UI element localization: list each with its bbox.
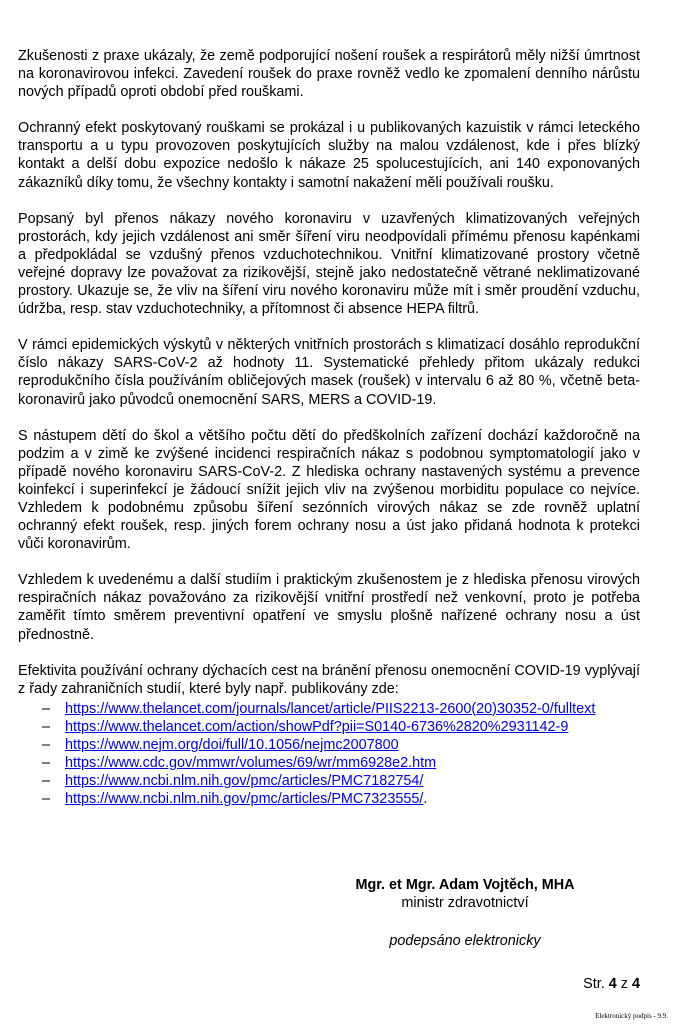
list-dash: – <box>42 718 51 735</box>
paragraph-4: V rámci epidemických výskytů v některých vnitřních prostorách s klimatizací dosáhlo reprodukční číslo nákazy SARS-CoV-2 až hodnoty 11. Systematické přehledy přitom ukázaly redukci reprodukčního čísla používáním obličejových masek (roušek) v intervalu 6 až 80 %, včetně beta-koronavirů jako původců onemocnění SARS, MERS a COVID-19. <box>18 337 640 408</box>
page-separator: z <box>620 976 628 992</box>
link-suffix: . <box>423 791 428 808</box>
list-item <box>18 790 640 808</box>
list-dash: – <box>42 773 51 790</box>
reference-list <box>18 700 640 809</box>
paragraph-2: Ochranný efekt poskytovaný rouškami se prokázal i u publikovaných kazuistik v rámci leteckého transportu a u typu provozoven poskytujících služby na malou vzdálenost, kde i přes blízký kontakt a delší dobu expozice nedošlo k nákaze 25 spolucestujících, ani 140 exponovaných zákazníků díky tomu, že všechny kontakty i samotní nakažení měli používali roušku. <box>18 120 640 191</box>
signed-note: podepsáno elektronicky <box>389 933 541 949</box>
document-body <box>18 47 640 808</box>
list-dash: – <box>42 700 51 717</box>
reference-link-6[interactable]: https://www.ncbi.nlm.nih.gov/pmc/articles/PMC7323555/ <box>65 791 424 808</box>
signatory-name: Mgr. et Mgr. Adam Vojtěch, MHA <box>355 877 575 893</box>
paragraph-3: Popsaný byl přenos nákazy nového koronaviru v uzavřených klimatizovaných veřejných prostorách, kdy jejich vzdálenost ani směr šíření viru neodpovídali přímému přenosu kapénkami a předpokládal se vzdušný přenos vzduchotechnikou. Vnitřní klimatizované prostory včetně veřejné dopravy lze považovat za rizikovější, stejně jako nedostatečně větrané neklimatizované prostory. Ukazuje se, že vliv na šíření viru nového koronaviru může mít i směr proudění vzduchu, údržba, resp. stav vzduchotechniky, a přítomnost či absence HEPA filtrů. <box>18 210 640 318</box>
page-total: 4 <box>631 976 640 992</box>
page-number <box>583 976 640 992</box>
reference-link-2[interactable]: https://www.thelancet.com/action/showPdf?pii=S0140-6736%2820%2931142-9 <box>65 718 569 735</box>
page-current: 4 <box>608 976 617 992</box>
esign-footer: Elektronický podpis - 9.9. <box>595 1012 668 1020</box>
signature-block <box>300 876 630 950</box>
reference-link-5[interactable]: https://www.ncbi.nlm.nih.gov/pmc/articles/PMC7182754/ <box>65 773 424 790</box>
signatory-title: ministr zdravotnictví <box>401 895 529 911</box>
list-dash: – <box>42 791 51 808</box>
list-item <box>18 700 640 718</box>
page-prefix: Str. <box>583 976 605 992</box>
list-item <box>18 772 640 790</box>
list-item <box>18 718 640 736</box>
paragraph-1: Zkušenosti z praxe ukázaly, že země podporující nošení roušek a respirátorů měly nižší úmrtnost na koronavirovou infekci. Zavedení roušek do praxe rovněž vedlo ke zpomalení denního nárůstu nových případů oproti období před rouškami. <box>18 48 640 101</box>
reference-link-4[interactable]: https://www.cdc.gov/mmwr/volumes/69/wr/mm6928e2.htm <box>65 755 437 772</box>
paragraph-6: Vzhledem k uvedenému a další studiím i praktickým zkušenostem je z hlediska přenosu virových respiračních nákaz považováno za rizikovější vnitřní prostředí než venkovní, proto je potřeba zaměřit tímto směrem preventivní opatření ve smyslu plošně nařízené ochrany nosu a úst přednostně. <box>18 572 640 643</box>
paragraph-7: Efektivita používání ochrany dýchacích cest na bránění přenosu onemocnění COVID-19 vyplývají z řady zahraničních studií, které byly např. publikovány zde: <box>18 662 640 697</box>
paragraph-5: S nástupem dětí do škol a většího počtu dětí do předškolních zařízení dochází každoročně na podzim a v zimě ke zvýšené incidenci respiračních nákaz s podobnou symptomatologií jako v případě nového koronaviru SARS-CoV-2. Z hlediska ochrany nastavených systému a prevence koinfekcí i superinfekcí je žádoucí snížit jejich vliv na zvýšenou morbiditu populace co nejvíce. Vzhledem k podobnému způsobu šíření sezónních virových nákaz se zde rovněž uplatní ochranný efekt roušek, resp. jiných forem ochrany nosu a úst jako přidaná hodnota k protekci vůči koronavirům. <box>18 427 640 553</box>
list-item <box>18 736 640 754</box>
list-dash: – <box>42 737 51 753</box>
reference-link-3[interactable]: https://www.nejm.org/doi/full/10.1056/nejmc2007800 <box>65 737 399 753</box>
list-dash: – <box>42 755 51 772</box>
reference-link-1[interactable]: https://www.thelancet.com/journals/lancet/article/PIIS2213-2600(20)30352-0/fulltext <box>65 700 596 717</box>
list-item <box>18 754 640 772</box>
